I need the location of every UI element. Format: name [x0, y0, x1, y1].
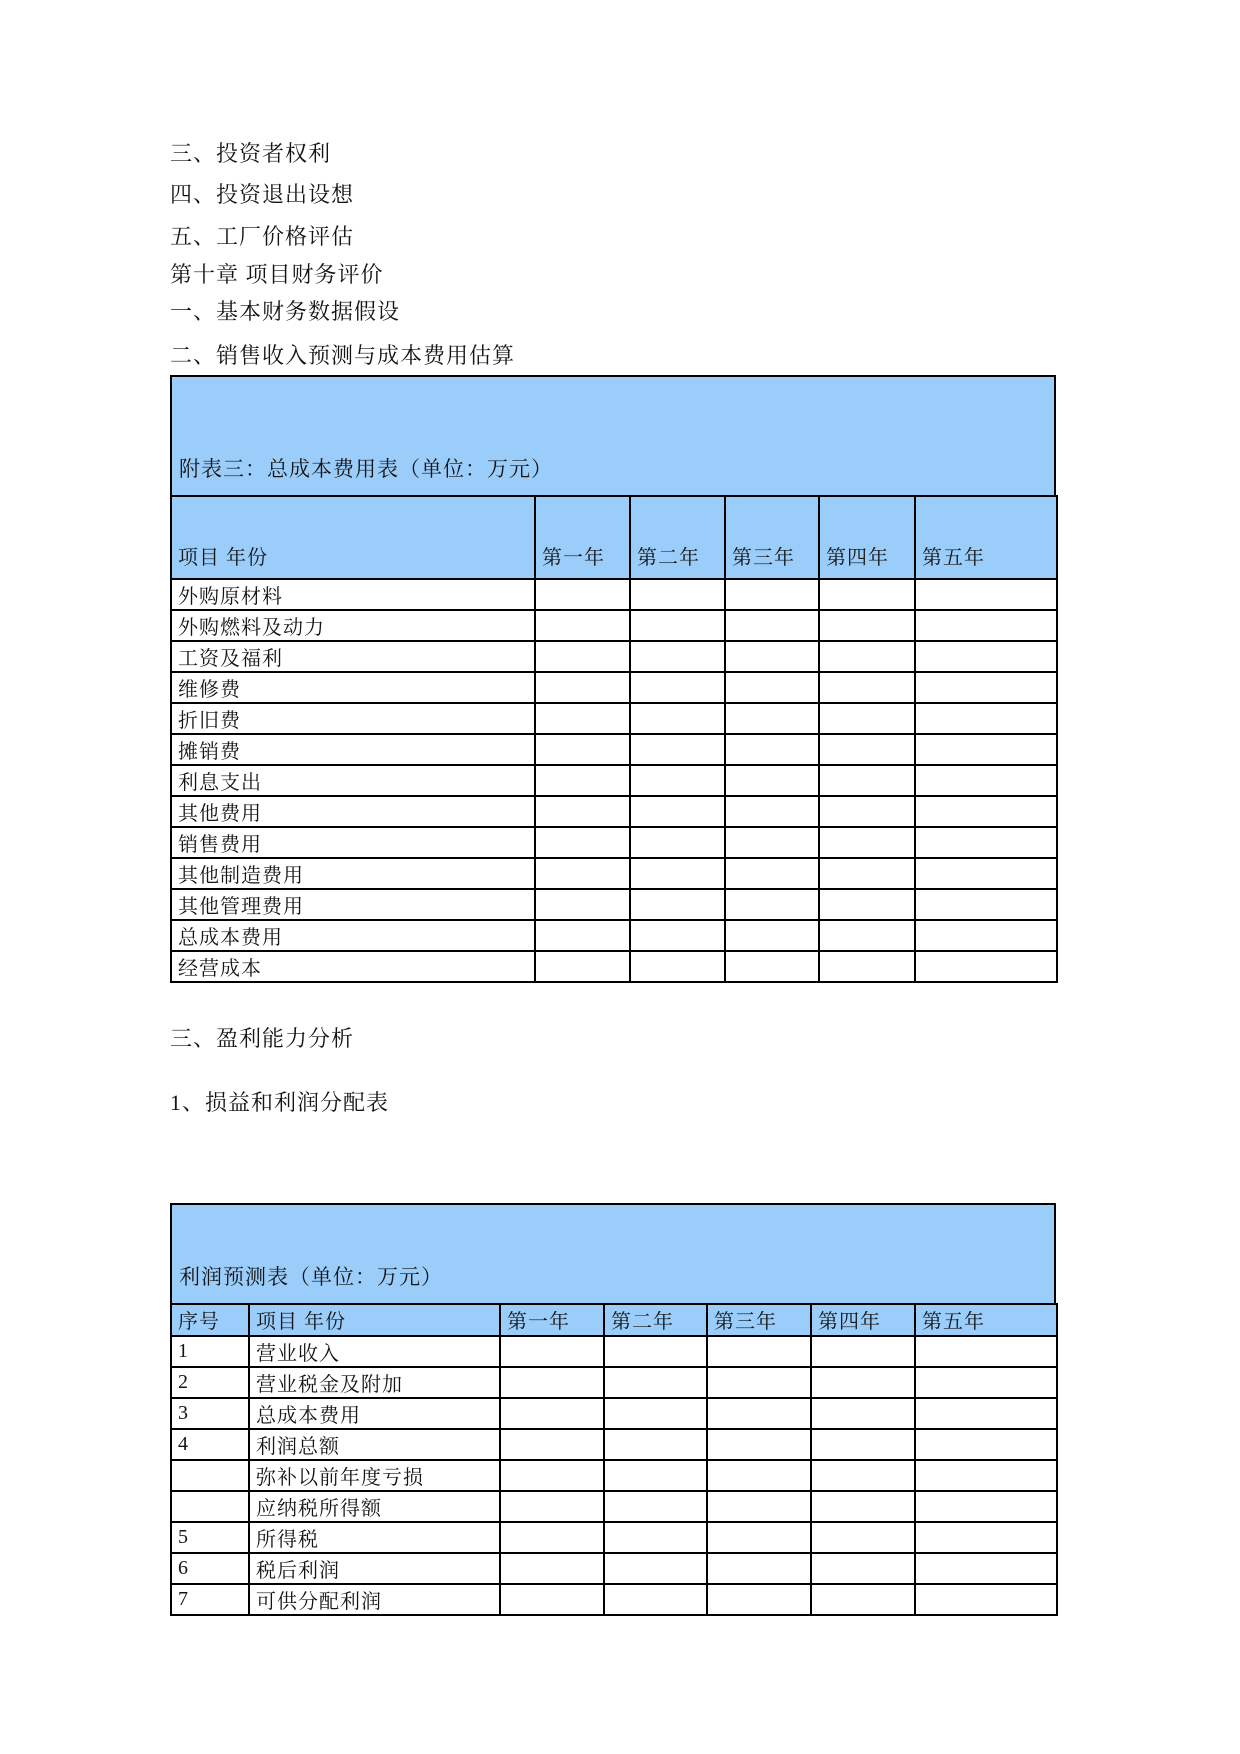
value-cell: [707, 1491, 811, 1522]
value-cell: [811, 1491, 915, 1522]
value-cell: [915, 889, 1057, 920]
value-cell: [725, 858, 819, 889]
row-label-cell: 总成本费用: [249, 1398, 500, 1429]
value-cell: [915, 1398, 1057, 1429]
row-number-cell: 3: [171, 1398, 249, 1429]
value-cell: [604, 1398, 707, 1429]
value-cell: [630, 858, 725, 889]
value-cell: [630, 734, 725, 765]
value-cell: [707, 1367, 811, 1398]
outline-heading: 一、基本财务数据假设: [170, 299, 401, 324]
row-label-cell: 工资及福利: [171, 641, 535, 672]
value-cell: [604, 1491, 707, 1522]
value-cell: [811, 1398, 915, 1429]
value-cell: [819, 703, 915, 734]
column-header: 第四年: [819, 496, 915, 579]
value-cell: [725, 951, 819, 982]
cost-table-block: [170, 375, 1056, 983]
value-cell: [725, 610, 819, 641]
row-label-cell: 税后利润: [249, 1553, 500, 1584]
column-header: 第三年: [707, 1304, 811, 1336]
value-cell: [535, 734, 630, 765]
row-label-cell: 利润总额: [249, 1429, 500, 1460]
value-cell: [819, 672, 915, 703]
value-cell: [915, 920, 1057, 951]
value-cell: [725, 796, 819, 827]
value-cell: [535, 672, 630, 703]
column-header: 项目 年份: [171, 496, 535, 579]
value-cell: [604, 1522, 707, 1553]
row-number-cell: [171, 1491, 249, 1522]
value-cell: [604, 1336, 707, 1367]
table-row: [171, 827, 1057, 858]
value-cell: [500, 1491, 604, 1522]
table-row: [171, 858, 1057, 889]
value-cell: [707, 1336, 811, 1367]
value-cell: [819, 951, 915, 982]
table-row: [171, 1460, 1057, 1491]
outline-heading: 二、销售收入预测与成本费用估算: [170, 343, 516, 368]
value-cell: [915, 951, 1057, 982]
value-cell: [630, 641, 725, 672]
value-cell: [819, 920, 915, 951]
table-row: [171, 1429, 1057, 1460]
value-cell: [915, 641, 1057, 672]
column-header: 第二年: [604, 1304, 707, 1336]
value-cell: [811, 1460, 915, 1491]
subsection-heading: 1、损益和利润分配表: [170, 1090, 390, 1115]
value-cell: [707, 1429, 811, 1460]
value-cell: [819, 579, 915, 610]
row-label-cell: 利息支出: [171, 765, 535, 796]
value-cell: [915, 858, 1057, 889]
row-label-cell: 营业收入: [249, 1336, 500, 1367]
value-cell: [819, 858, 915, 889]
value-cell: [630, 672, 725, 703]
value-cell: [915, 1429, 1057, 1460]
profit-table: [170, 1303, 1058, 1616]
value-cell: [725, 765, 819, 796]
value-cell: [725, 641, 819, 672]
value-cell: [500, 1584, 604, 1615]
value-cell: [604, 1584, 707, 1615]
value-cell: [630, 610, 725, 641]
cost-table: [170, 495, 1058, 983]
value-cell: [630, 703, 725, 734]
value-cell: [915, 765, 1057, 796]
value-cell: [819, 641, 915, 672]
table-row: [171, 703, 1057, 734]
value-cell: [725, 734, 819, 765]
table-row: [171, 672, 1057, 703]
value-cell: [630, 827, 725, 858]
value-cell: [725, 579, 819, 610]
value-cell: [819, 889, 915, 920]
value-cell: [707, 1398, 811, 1429]
table-row: [171, 1491, 1057, 1522]
row-label-cell: 其他费用: [171, 796, 535, 827]
value-cell: [819, 765, 915, 796]
table-row: [171, 765, 1057, 796]
table-row: [171, 1336, 1057, 1367]
table-row: [171, 1398, 1057, 1429]
cost-table-header-row: [171, 496, 1057, 579]
value-cell: [535, 827, 630, 858]
column-header: 第四年: [811, 1304, 915, 1336]
value-cell: [725, 920, 819, 951]
row-label-cell: 所得税: [249, 1522, 500, 1553]
value-cell: [604, 1553, 707, 1584]
table-row: [171, 734, 1057, 765]
row-label-cell: 折旧费: [171, 703, 535, 734]
chapter-heading: 第十章 项目财务评价: [170, 262, 384, 287]
column-header: 第三年: [725, 496, 819, 579]
value-cell: [725, 703, 819, 734]
outline-heading: 三、投资者权利: [170, 141, 332, 166]
value-cell: [811, 1429, 915, 1460]
value-cell: [604, 1429, 707, 1460]
value-cell: [915, 579, 1057, 610]
row-label-cell: 可供分配利润: [249, 1584, 500, 1615]
row-label-cell: 弥补以前年度亏损: [249, 1460, 500, 1491]
value-cell: [535, 765, 630, 796]
value-cell: [500, 1336, 604, 1367]
value-cell: [915, 796, 1057, 827]
value-cell: [500, 1522, 604, 1553]
table-row: [171, 796, 1057, 827]
table-row: [171, 951, 1057, 982]
profit-table-block: [170, 1203, 1056, 1616]
table-row: [171, 1522, 1057, 1553]
row-number-cell: 7: [171, 1584, 249, 1615]
value-cell: [811, 1584, 915, 1615]
value-cell: [811, 1522, 915, 1553]
profit-table-body: [171, 1336, 1057, 1615]
value-cell: [500, 1398, 604, 1429]
column-header: 第一年: [500, 1304, 604, 1336]
value-cell: [707, 1553, 811, 1584]
value-cell: [535, 579, 630, 610]
value-cell: [819, 734, 915, 765]
value-cell: [915, 703, 1057, 734]
value-cell: [915, 1491, 1057, 1522]
row-label-cell: 经营成本: [171, 951, 535, 982]
row-label-cell: 外购原材料: [171, 579, 535, 610]
cost-table-body: [171, 579, 1057, 982]
table-row: [171, 610, 1057, 641]
value-cell: [500, 1553, 604, 1584]
value-cell: [535, 889, 630, 920]
value-cell: [915, 672, 1057, 703]
row-number-cell: 4: [171, 1429, 249, 1460]
row-label-cell: 销售费用: [171, 827, 535, 858]
profit-table-title: 利润预测表（单位：万元）: [170, 1203, 1056, 1303]
value-cell: [500, 1460, 604, 1491]
row-number-cell: 6: [171, 1553, 249, 1584]
table-row: [171, 1553, 1057, 1584]
value-cell: [630, 796, 725, 827]
value-cell: [535, 703, 630, 734]
outline-heading: 四、投资退出设想: [170, 182, 355, 207]
column-header: 第一年: [535, 496, 630, 579]
value-cell: [811, 1367, 915, 1398]
value-cell: [535, 951, 630, 982]
row-label-cell: 应纳税所得额: [249, 1491, 500, 1522]
column-header: 第五年: [915, 1304, 1057, 1336]
value-cell: [915, 1584, 1057, 1615]
cost-table-title: 附表三：总成本费用表（单位：万元）: [170, 375, 1056, 495]
value-cell: [819, 610, 915, 641]
column-header: 第五年: [915, 496, 1057, 579]
value-cell: [535, 796, 630, 827]
value-cell: [915, 1367, 1057, 1398]
value-cell: [630, 765, 725, 796]
row-label-cell: 总成本费用: [171, 920, 535, 951]
value-cell: [535, 920, 630, 951]
value-cell: [630, 951, 725, 982]
column-header: 项目 年份: [249, 1304, 500, 1336]
value-cell: [915, 610, 1057, 641]
row-label-cell: 其他管理费用: [171, 889, 535, 920]
value-cell: [707, 1584, 811, 1615]
value-cell: [535, 858, 630, 889]
value-cell: [500, 1429, 604, 1460]
row-label-cell: 其他制造费用: [171, 858, 535, 889]
row-label-cell: 营业税金及附加: [249, 1367, 500, 1398]
table-row: [171, 1367, 1057, 1398]
value-cell: [630, 579, 725, 610]
outline-heading: 五、工厂价格评估: [170, 224, 355, 249]
value-cell: [707, 1522, 811, 1553]
value-cell: [915, 1336, 1057, 1367]
value-cell: [725, 889, 819, 920]
value-cell: [915, 734, 1057, 765]
section-heading: 三、盈利能力分析: [170, 1026, 355, 1051]
row-label-cell: 外购燃料及动力: [171, 610, 535, 641]
value-cell: [819, 827, 915, 858]
table-row: [171, 889, 1057, 920]
table-row: [171, 641, 1057, 672]
value-cell: [811, 1553, 915, 1584]
row-label-cell: 摊销费: [171, 734, 535, 765]
value-cell: [725, 672, 819, 703]
row-number-cell: 2: [171, 1367, 249, 1398]
value-cell: [915, 827, 1057, 858]
value-cell: [630, 889, 725, 920]
value-cell: [811, 1336, 915, 1367]
value-cell: [915, 1553, 1057, 1584]
value-cell: [500, 1367, 604, 1398]
value-cell: [915, 1522, 1057, 1553]
value-cell: [535, 641, 630, 672]
row-number-cell: 1: [171, 1336, 249, 1367]
table-row: [171, 1584, 1057, 1615]
row-number-cell: 5: [171, 1522, 249, 1553]
value-cell: [604, 1367, 707, 1398]
column-header: 第二年: [630, 496, 725, 579]
value-cell: [725, 827, 819, 858]
value-cell: [915, 1460, 1057, 1491]
column-header: 序号: [171, 1304, 249, 1336]
table-row: [171, 920, 1057, 951]
value-cell: [707, 1460, 811, 1491]
profit-table-header-row: [171, 1304, 1057, 1336]
row-number-cell: [171, 1460, 249, 1491]
value-cell: [535, 610, 630, 641]
value-cell: [819, 796, 915, 827]
value-cell: [630, 920, 725, 951]
row-label-cell: 维修费: [171, 672, 535, 703]
table-row: [171, 579, 1057, 610]
value-cell: [604, 1460, 707, 1491]
